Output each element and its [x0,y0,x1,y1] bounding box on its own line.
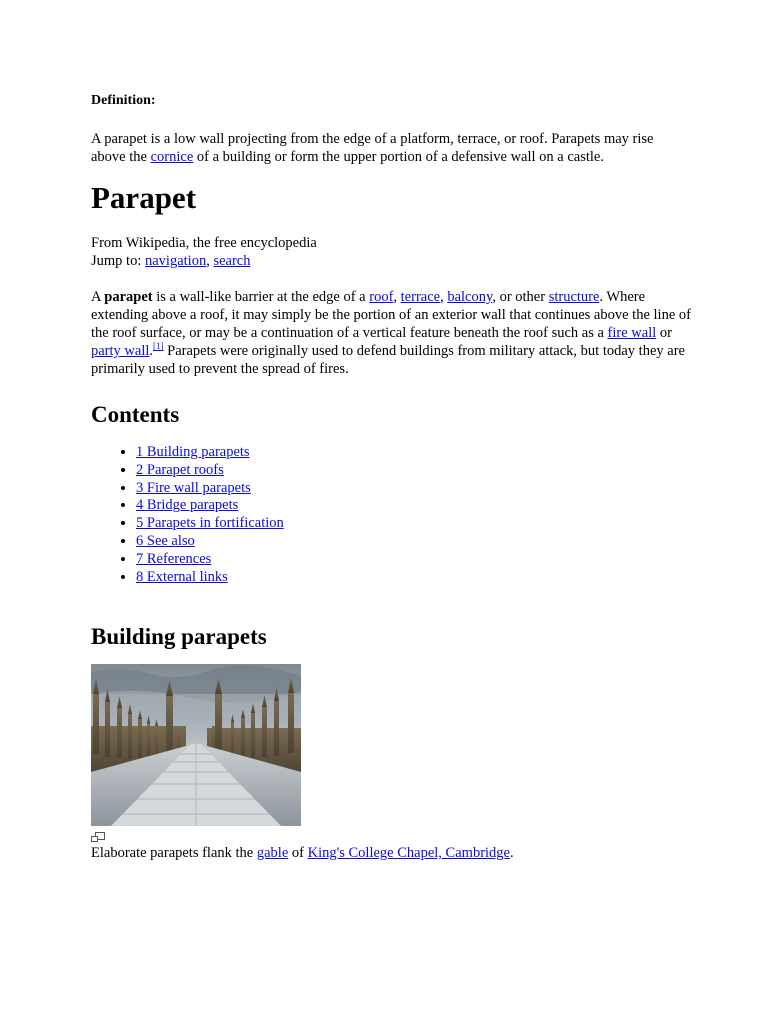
page [91,92,691,862]
jump-to-label: Jump to: [91,253,145,269]
chapel-roof-illustration [91,664,301,826]
jump-links [91,252,691,270]
contents-heading: Contents [91,402,180,427]
intro-text: , or other [492,289,549,305]
toc-link[interactable]: 5 Parapets in fortification [136,515,284,532]
toc-item [136,533,691,551]
toc-item [136,480,691,498]
toc-link[interactable]: 2 Parapet roofs [136,461,224,478]
link-search[interactable]: search [213,253,251,269]
intro-term: parapet [104,289,153,305]
chapel-roof-image[interactable] [91,664,301,826]
enlarge-icon[interactable] [91,830,691,844]
definition-text-part: A parapet is a low wall projecting from the edge of a platform, terrace, or roof. Parapets may rise above the [91,131,654,165]
link-cornice[interactable]: cornice [150,149,194,165]
intro-paragraph [91,288,691,378]
caption-text: Elaborate parapets flank the [91,845,257,862]
link-gable[interactable]: gable [256,845,289,862]
separator: , [206,253,214,269]
link-navigation[interactable]: navigation [144,253,207,269]
intro-text: or [656,325,672,341]
caption-text: . [509,845,514,862]
link-party-wall[interactable]: party wall [91,343,150,359]
toc-list [91,444,691,586]
intro-text: Parapets were originally used to defend buildings from military attack, but today they are primarily used to prevent the spread of fires. [91,343,685,377]
link-roof[interactable]: roof [369,289,394,305]
enlarge-icon-graphic [91,832,105,843]
toc-link[interactable]: 3 Fire wall parapets [136,479,251,496]
separator: , [393,289,401,305]
intro-text: . [149,343,154,359]
caption-text: of [288,845,308,862]
intro-text: A [91,289,105,305]
toc-link[interactable]: 8 External links [136,568,228,585]
link-structure[interactable]: structure [548,289,600,305]
link-terrace[interactable]: terrace [400,289,441,305]
building-parapets-heading: Building parapets [91,624,267,650]
link-fire-wall[interactable]: fire wall [607,325,657,341]
intro-text: . Where extending above a roof, it may simply be the portion of an exterior wall that continues above the line of the roof surface, or may be a continuation of a vertical feature beneath the roof such as a [91,289,691,341]
page-title: Parapet [91,180,197,215]
reference-link[interactable]: [1] [153,341,164,352]
tagline: From Wikipedia, the free encyclopedia [91,235,317,251]
definition-text-part: of a building or form the upper portion of a defensive wall on a castle. [193,149,604,165]
toc-link[interactable]: 6 See also [136,532,195,549]
toc-item [136,497,691,515]
link-balcony[interactable]: balcony [447,289,493,305]
toc-item [136,569,691,587]
definition-text [91,130,691,166]
toc-link[interactable]: 4 Bridge parapets [136,497,239,514]
link-kings-college-chapel[interactable]: King's College Chapel, Cambridge [307,845,510,862]
toc-item [136,444,691,462]
toc-item [136,462,691,480]
toc-link[interactable]: 7 References [136,550,212,567]
toc-item [136,551,691,569]
separator: , [440,289,448,305]
image-caption [91,844,691,862]
toc-item [136,515,691,533]
intro-text: is a wall-like barrier at the edge of a [152,289,370,305]
toc-link[interactable]: 1 Building parapets [136,444,250,460]
definition-heading: Definition: [91,93,156,108]
